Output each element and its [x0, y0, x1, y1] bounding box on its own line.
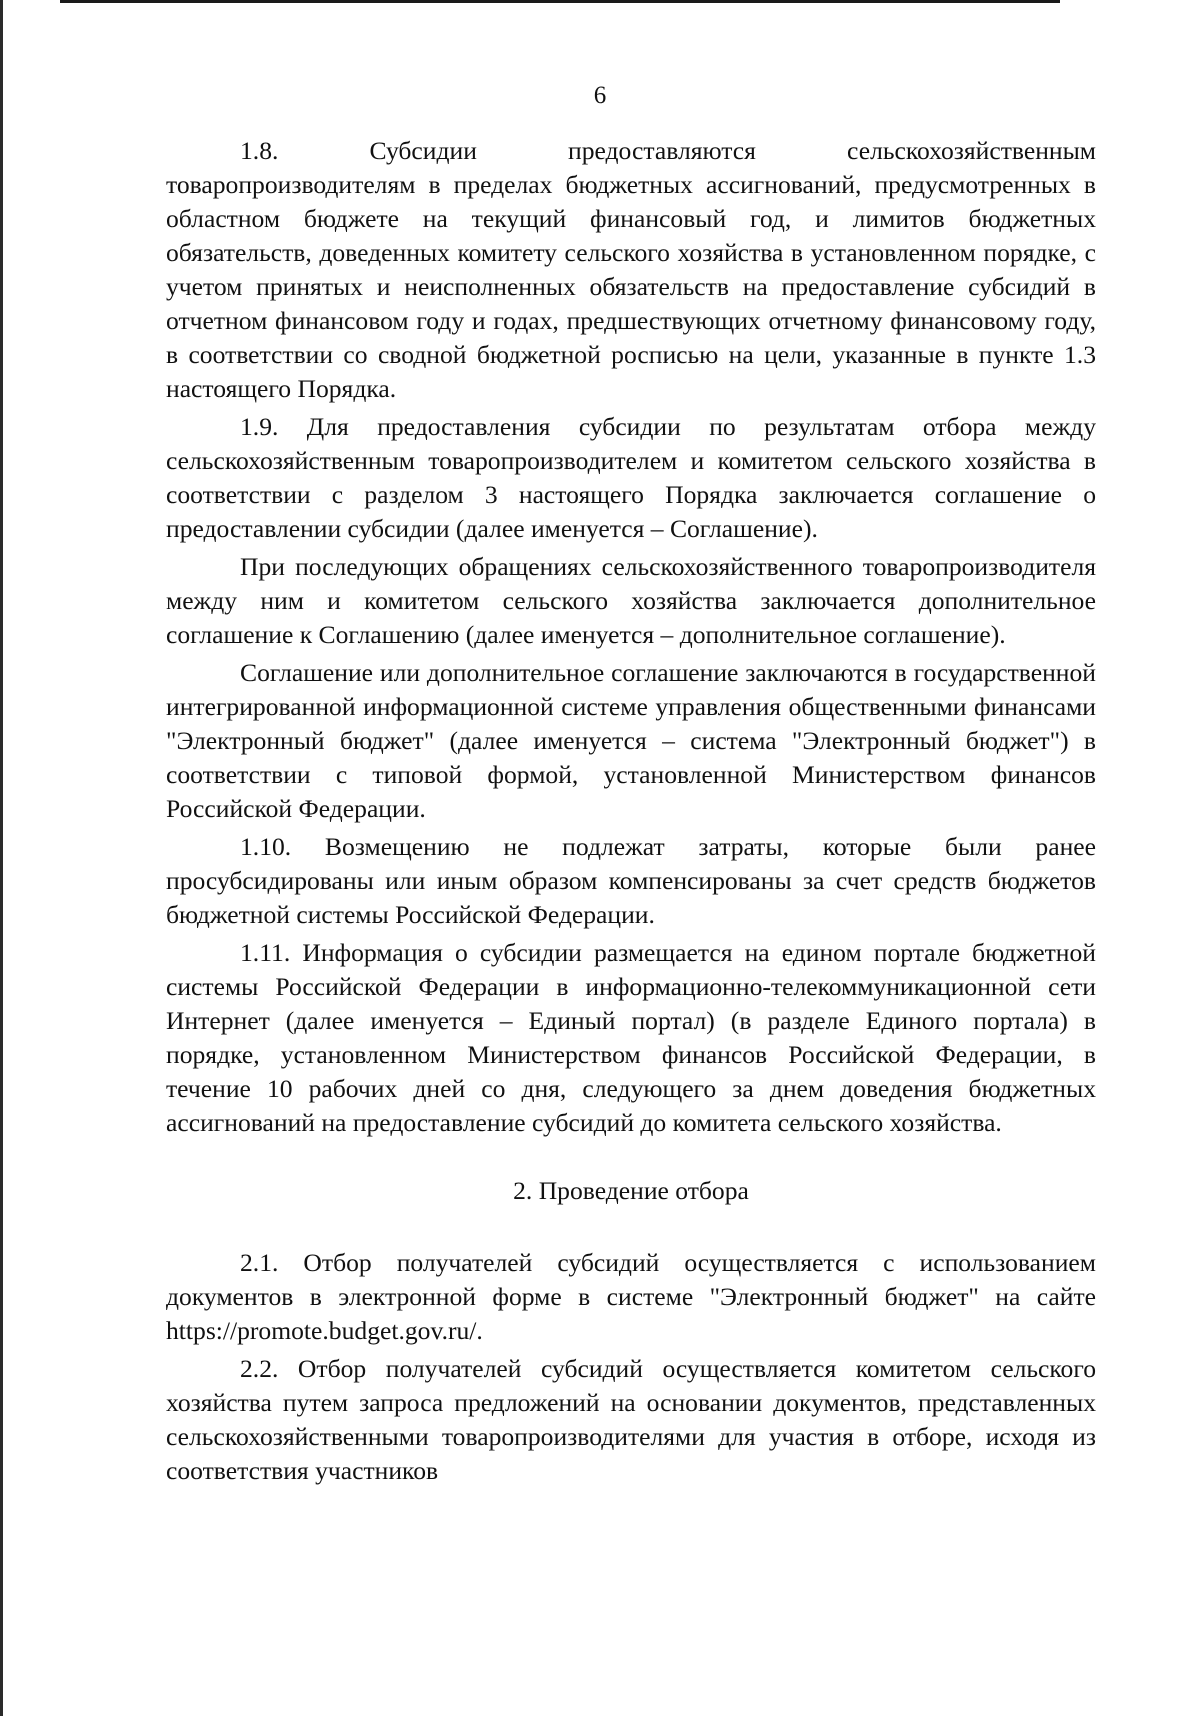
paragraph-1-10: 1.10. Возмещению не подлежат затраты, которые были ранее просубсидированы или иным образом компенсированы за счет средств бюджетов бюджетной системы Российской Федерации.: [166, 832, 1096, 929]
paragraph-1-11: 1.11. Информация о субсидии размещается на едином портале бюджетной системы Российской Федерации в информационно-телекоммуникационной сети Интернет (далее именуется – Единый портал) (в разделе Единого портала) в порядке, установленном Министерством финансов Российской Федерации, в течение 10 рабочих дней со дня, следующего за днем доведения бюджетных ассигнований на предоставление субсидий до комитета сельского хозяйства.: [166, 938, 1096, 1137]
paragraph-1-9: 1.9. Для предоставления субсидии по результатам отбора между сельскохозяйственным товаропроизводителем и комитетом сельского хозяйства в соответствии с разделом 3 настоящего Порядка заключается соглашение о предоставлении субсидии (далее именуется – Соглашение).: [166, 412, 1096, 543]
paragraph-2-1: 2.1. Отбор получателей субсидий осуществляется с использованием документов в электронной форме в системе "Электронный бюджет" на сайте https://promote.budget.gov.ru/.: [166, 1248, 1096, 1345]
paragraph-1-9-followup: При последующих обращениях сельскохозяйственного товаропроизводителя между ним и комитетом сельского хозяйства заключается дополнительное соглашение к Соглашению (далее именуется – дополнительное соглашение).: [166, 552, 1096, 649]
scan-left-edge: [0, 0, 3, 1716]
paragraph-2-2: 2.2. Отбор получателей субсидий осуществляется комитетом сельского хозяйства путем запроса предложений на основании документов, представленных сельскохозяйственными товаропроизводителями для участия в отборе, исходя из соответствия участников: [166, 1354, 1096, 1485]
section-heading: 2. Проведение отбора: [513, 1176, 749, 1205]
document-body: [166, 134, 1096, 1488]
scan-top-edge: [60, 0, 1060, 3]
paragraph-1-8: 1.8. Субсидии предоставляются сельскохозяйственным товаропроизводителям в пределах бюджетных ассигнований, предусмотренных в областном бюджете на текущий финансовый год, и лимитов бюджетных обязательств, доведенных комитету сельского хозяйства в установленном порядке, с учетом принятых и неисполненных обязательств на предоставление субсидий в отчетном финансовом году и годах, предшествующих отчетному финансовому году, в соответствии со сводной бюджетной росписью на цели, указанные в пункте 1.3 настоящего Порядка.: [166, 136, 1096, 403]
page-number: 6: [593, 82, 607, 109]
paragraph-1-9-electronic-budget: Соглашение или дополнительное соглашение заключаются в государственной интегрированной информационной системе управления общественными финансами "Электронный бюджет" (далее именуется – система "Электронный бюджет") в соответствии с типовой формой, установленной Министерством финансов Российской Федерации.: [166, 658, 1096, 823]
